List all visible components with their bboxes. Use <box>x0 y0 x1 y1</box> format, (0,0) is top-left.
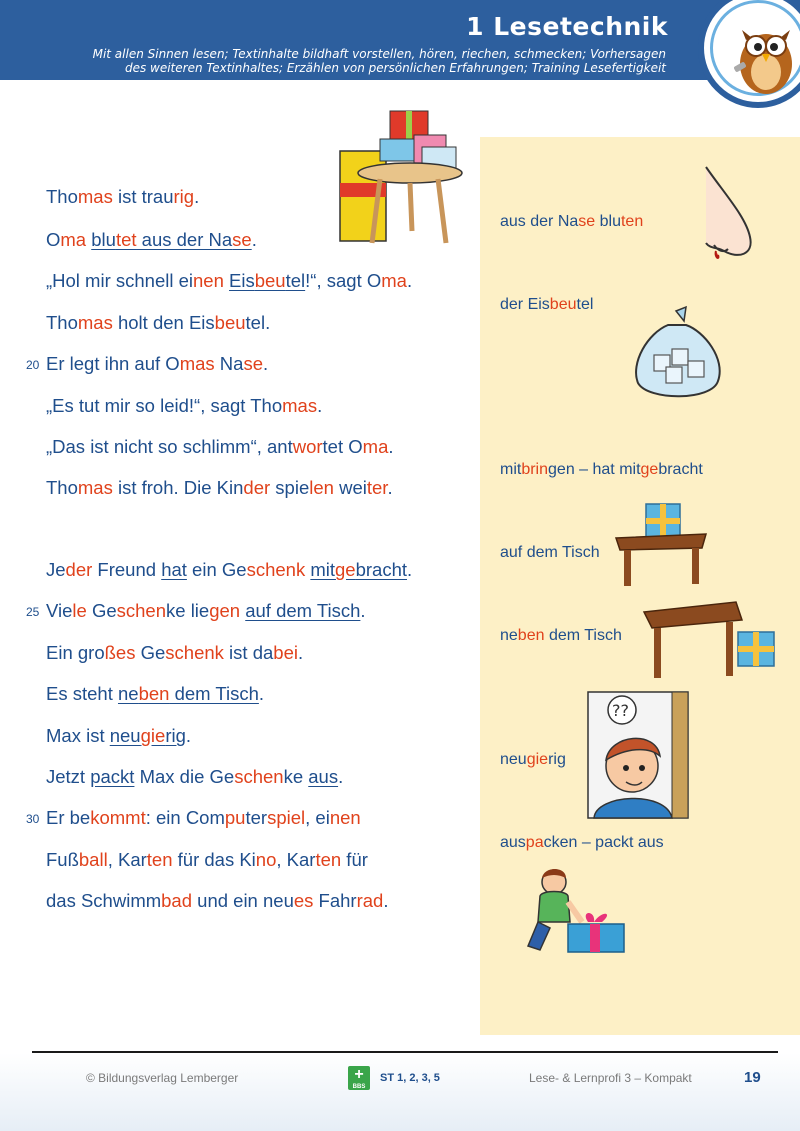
text-segment: Jetzt <box>46 766 91 787</box>
highlighted-syllable: schenk <box>246 559 306 580</box>
highlighted-syllable: der <box>243 477 271 498</box>
text-segment: Eis <box>229 270 255 291</box>
text-segment: aus <box>308 766 339 787</box>
text-segment: ein Ge <box>186 559 247 580</box>
highlighted-syllable: ge <box>335 559 356 580</box>
highlighted-syllable: brin <box>521 461 549 478</box>
highlighted-syllable: mas <box>282 395 318 416</box>
text-segment: tet O <box>322 436 363 457</box>
highlighted-syllable: beu <box>214 312 246 333</box>
highlighted-syllable: gie <box>140 725 166 746</box>
table-with-gift-on-top-icon <box>616 500 706 590</box>
text-segment: mit <box>500 461 522 478</box>
vocab-item <box>500 627 622 645</box>
highlighted-syllable: wor <box>292 436 323 457</box>
highlighted-syllable: gen <box>209 600 241 621</box>
text-segment: gen – hat mit <box>548 461 641 478</box>
owl-icon <box>704 0 800 108</box>
footer-copyright: © Bildungsverlag Lemberger <box>86 1071 239 1085</box>
text-line <box>46 683 264 705</box>
page-footer <box>0 1053 800 1131</box>
text-segment: ne <box>117 683 139 704</box>
text-segment: . <box>317 395 323 416</box>
text-segment: dem Tisch <box>544 627 622 644</box>
highlighted-syllable: ten <box>315 849 342 870</box>
line-number: 25 <box>26 605 40 619</box>
text-segment: neu <box>109 725 141 746</box>
text-segment: ist froh. Die Kin <box>112 477 244 498</box>
highlighted-syllable: nen <box>329 807 361 828</box>
highlighted-syllable: rad <box>356 890 384 911</box>
owl-mascot-badge <box>698 0 800 108</box>
highlighted-syllable: pa <box>525 834 544 851</box>
text-segment: für <box>341 849 368 870</box>
highlighted-syllable: bad <box>161 890 193 911</box>
standards-plus-icon: + BBS <box>348 1066 370 1090</box>
highlighted-syllable: gie <box>526 751 549 768</box>
text-segment: . <box>407 559 413 580</box>
highlighted-syllable: der <box>65 559 93 580</box>
highlighted-syllable: schen <box>234 766 284 787</box>
highlighted-syllable: ge <box>640 461 659 478</box>
text-segment: tel <box>576 296 594 313</box>
text-segment: bracht <box>355 559 408 580</box>
highlighted-syllable: mas <box>179 353 215 374</box>
vocab-item <box>500 544 600 562</box>
text-line <box>46 642 303 664</box>
text-segment: . <box>338 766 344 787</box>
highlighted-syllable: se <box>232 229 252 250</box>
text-segment: „Es tut mir so leid!“, sagt Tho <box>46 395 283 416</box>
text-line <box>46 395 322 417</box>
text-segment: Max die Ge <box>134 766 235 787</box>
highlighted-syllable: ten <box>620 213 644 230</box>
highlighted-syllable: ball <box>78 849 108 870</box>
highlighted-syllable: pu <box>224 807 246 828</box>
text-segment: der Eis <box>500 296 550 313</box>
text-line <box>46 229 257 251</box>
highlighted-syllable: len <box>309 477 334 498</box>
text-line <box>46 353 268 375</box>
text-segment: Fuß <box>46 849 79 870</box>
text-segment: ist da <box>223 642 274 663</box>
highlighted-syllable: schen <box>116 600 167 621</box>
text-segment: blu <box>91 229 116 250</box>
text-line <box>46 436 394 458</box>
text-line <box>46 600 366 622</box>
text-segment: auf dem Tisch <box>245 600 361 621</box>
text-segment: spie <box>270 477 310 498</box>
highlighted-syllable: es <box>293 890 314 911</box>
svg-text:??: ?? <box>612 701 629 720</box>
highlighted-syllable: ben <box>138 683 170 704</box>
text-segment: . <box>251 229 257 250</box>
text-segment: aus <box>500 834 526 851</box>
text-segment: Er be <box>46 807 91 828</box>
text-segment: Tho <box>46 477 78 498</box>
text-segment: . <box>258 683 265 704</box>
text-segment: Ge <box>135 642 166 663</box>
highlighted-syllable: bei <box>273 642 298 663</box>
highlighted-syllable: beu <box>549 296 577 313</box>
text-segment: ist trau <box>112 186 174 207</box>
highlighted-syllable: ter <box>366 477 388 498</box>
vocab-item <box>500 296 593 314</box>
text-segment: und ein neu <box>192 890 294 911</box>
text-segment: ne <box>500 627 518 644</box>
text-segment: , Kar <box>107 849 147 870</box>
text-line <box>46 270 412 292</box>
text-segment: Es steht <box>46 683 118 704</box>
text-segment: Je <box>46 559 66 580</box>
text-segment: : ein Com <box>145 807 225 828</box>
text-line <box>46 559 412 581</box>
text-segment: hat <box>161 559 187 580</box>
highlighted-syllable: mas <box>77 312 113 333</box>
text-segment: „Das ist nicht so schlimm“, ant <box>46 436 293 457</box>
text-segment: Max ist <box>46 725 110 746</box>
highlighted-syllable: beu <box>254 270 286 291</box>
vocab-item <box>500 834 664 852</box>
text-segment: ter <box>245 807 268 828</box>
highlighted-syllable: ben <box>517 627 545 644</box>
text-segment: das Schwimm <box>46 890 162 911</box>
text-line <box>46 312 270 334</box>
text-segment: . <box>185 725 192 746</box>
highlighted-syllable: rig <box>173 186 195 207</box>
highlighted-syllable: kommt <box>90 807 146 828</box>
text-segment: O <box>46 229 61 250</box>
ice-bag-icon <box>628 303 728 403</box>
highlighted-syllable: mas <box>77 186 113 207</box>
text-segment: !“, sagt O <box>305 270 382 291</box>
text-segment: Fahr <box>313 890 357 911</box>
page-number: 19 <box>744 1069 761 1086</box>
text-segment: . <box>387 477 393 498</box>
vocab-item <box>500 461 703 479</box>
text-segment: . <box>388 436 394 457</box>
text-segment: tel. <box>245 312 271 333</box>
text-segment: Freund <box>92 559 162 580</box>
line-number: 30 <box>26 812 40 826</box>
text-segment: mit <box>310 559 336 580</box>
boy-unpacking-icon <box>524 866 634 956</box>
text-segment: rig <box>548 751 566 768</box>
highlighted-syllable: ma <box>60 229 87 250</box>
highlighted-syllable: schenk <box>165 642 224 663</box>
highlighted-syllable: tet <box>115 229 137 250</box>
text-segment: . <box>360 600 366 621</box>
text-segment: aus der Na <box>136 229 233 250</box>
curious-boy-icon <box>586 690 696 820</box>
text-line <box>46 807 361 829</box>
text-segment: . <box>194 186 200 207</box>
text-segment: für das Ki <box>172 849 256 870</box>
text-segment: „Hol mir schnell ei <box>46 270 194 291</box>
text-line <box>46 477 393 499</box>
text-segment: aus der Na <box>500 213 579 230</box>
text-segment: bracht <box>658 461 703 478</box>
text-segment: Ein gro <box>46 642 105 663</box>
text-segment: blu <box>595 213 621 230</box>
gifts-on-table-illustration <box>330 103 470 253</box>
text-segment: Vie <box>46 600 73 621</box>
highlighted-syllable: se <box>243 353 263 374</box>
highlighted-syllable: spiel <box>267 807 306 828</box>
text-segment: rig <box>165 725 186 746</box>
chapter-subtitle <box>26 47 666 75</box>
highlighted-syllable: nen <box>193 270 224 291</box>
text-segment: . <box>406 270 413 291</box>
page-header <box>0 0 800 80</box>
text-line <box>46 766 343 788</box>
text-segment: tel <box>285 270 306 291</box>
table-with-gift-beside-icon <box>640 596 780 686</box>
text-segment: . <box>383 890 389 911</box>
text-segment: . <box>297 642 304 663</box>
text-segment: packt <box>90 766 135 787</box>
highlighted-syllable: ßes <box>104 642 136 663</box>
text-segment: dem Tisch <box>169 683 259 704</box>
text-line <box>46 890 388 912</box>
text-segment: cken – packt aus <box>543 834 664 851</box>
vocab-item <box>500 751 566 769</box>
footer-book-title: Lese- & Lernprofi 3 – Kompakt <box>529 1071 692 1085</box>
subtitle-line-2: des weiteren Textinhaltes; Erzählen von persönlichen Erfahrungen; Training Lesefertigkeit <box>124 61 666 75</box>
highlighted-syllable: ten <box>146 849 173 870</box>
text-segment: wei <box>333 477 367 498</box>
text-segment: holt den Eis <box>112 312 215 333</box>
highlighted-syllable: le <box>72 600 87 621</box>
subtitle-line-1: Mit allen Sinnen lesen; Textinhalte bildhaft vorstellen, hören, riechen, schmecken; Vorhersagen <box>92 47 666 61</box>
footer-standards: ST 1, 2, 3, 5 <box>380 1072 440 1084</box>
text-line <box>46 186 199 208</box>
text-segment: Tho <box>46 186 78 207</box>
highlighted-syllable: se <box>578 213 596 230</box>
highlighted-syllable: no <box>255 849 277 870</box>
text-segment: Er legt ihn auf O <box>46 353 180 374</box>
text-segment: ke lie <box>166 600 210 621</box>
text-segment: Ge <box>86 600 117 621</box>
chapter-title: 1 Lesetechnik <box>466 12 668 41</box>
highlighted-syllable: ma <box>381 270 407 291</box>
text-line <box>46 725 191 747</box>
highlighted-syllable: mas <box>77 477 113 498</box>
line-number: 20 <box>26 358 40 372</box>
text-segment: . <box>262 353 269 374</box>
text-segment: Na <box>214 353 244 374</box>
nose-icon <box>684 163 764 273</box>
text-line <box>46 849 368 871</box>
text-segment: ke <box>283 766 309 787</box>
vocab-item <box>500 213 643 231</box>
text-segment: neu <box>500 751 527 768</box>
text-segment: auf dem Tisch <box>500 544 600 561</box>
text-segment: Tho <box>46 312 78 333</box>
text-segment: , ei <box>305 807 330 828</box>
text-segment: , Kar <box>276 849 316 870</box>
highlighted-syllable: ma <box>362 436 389 457</box>
